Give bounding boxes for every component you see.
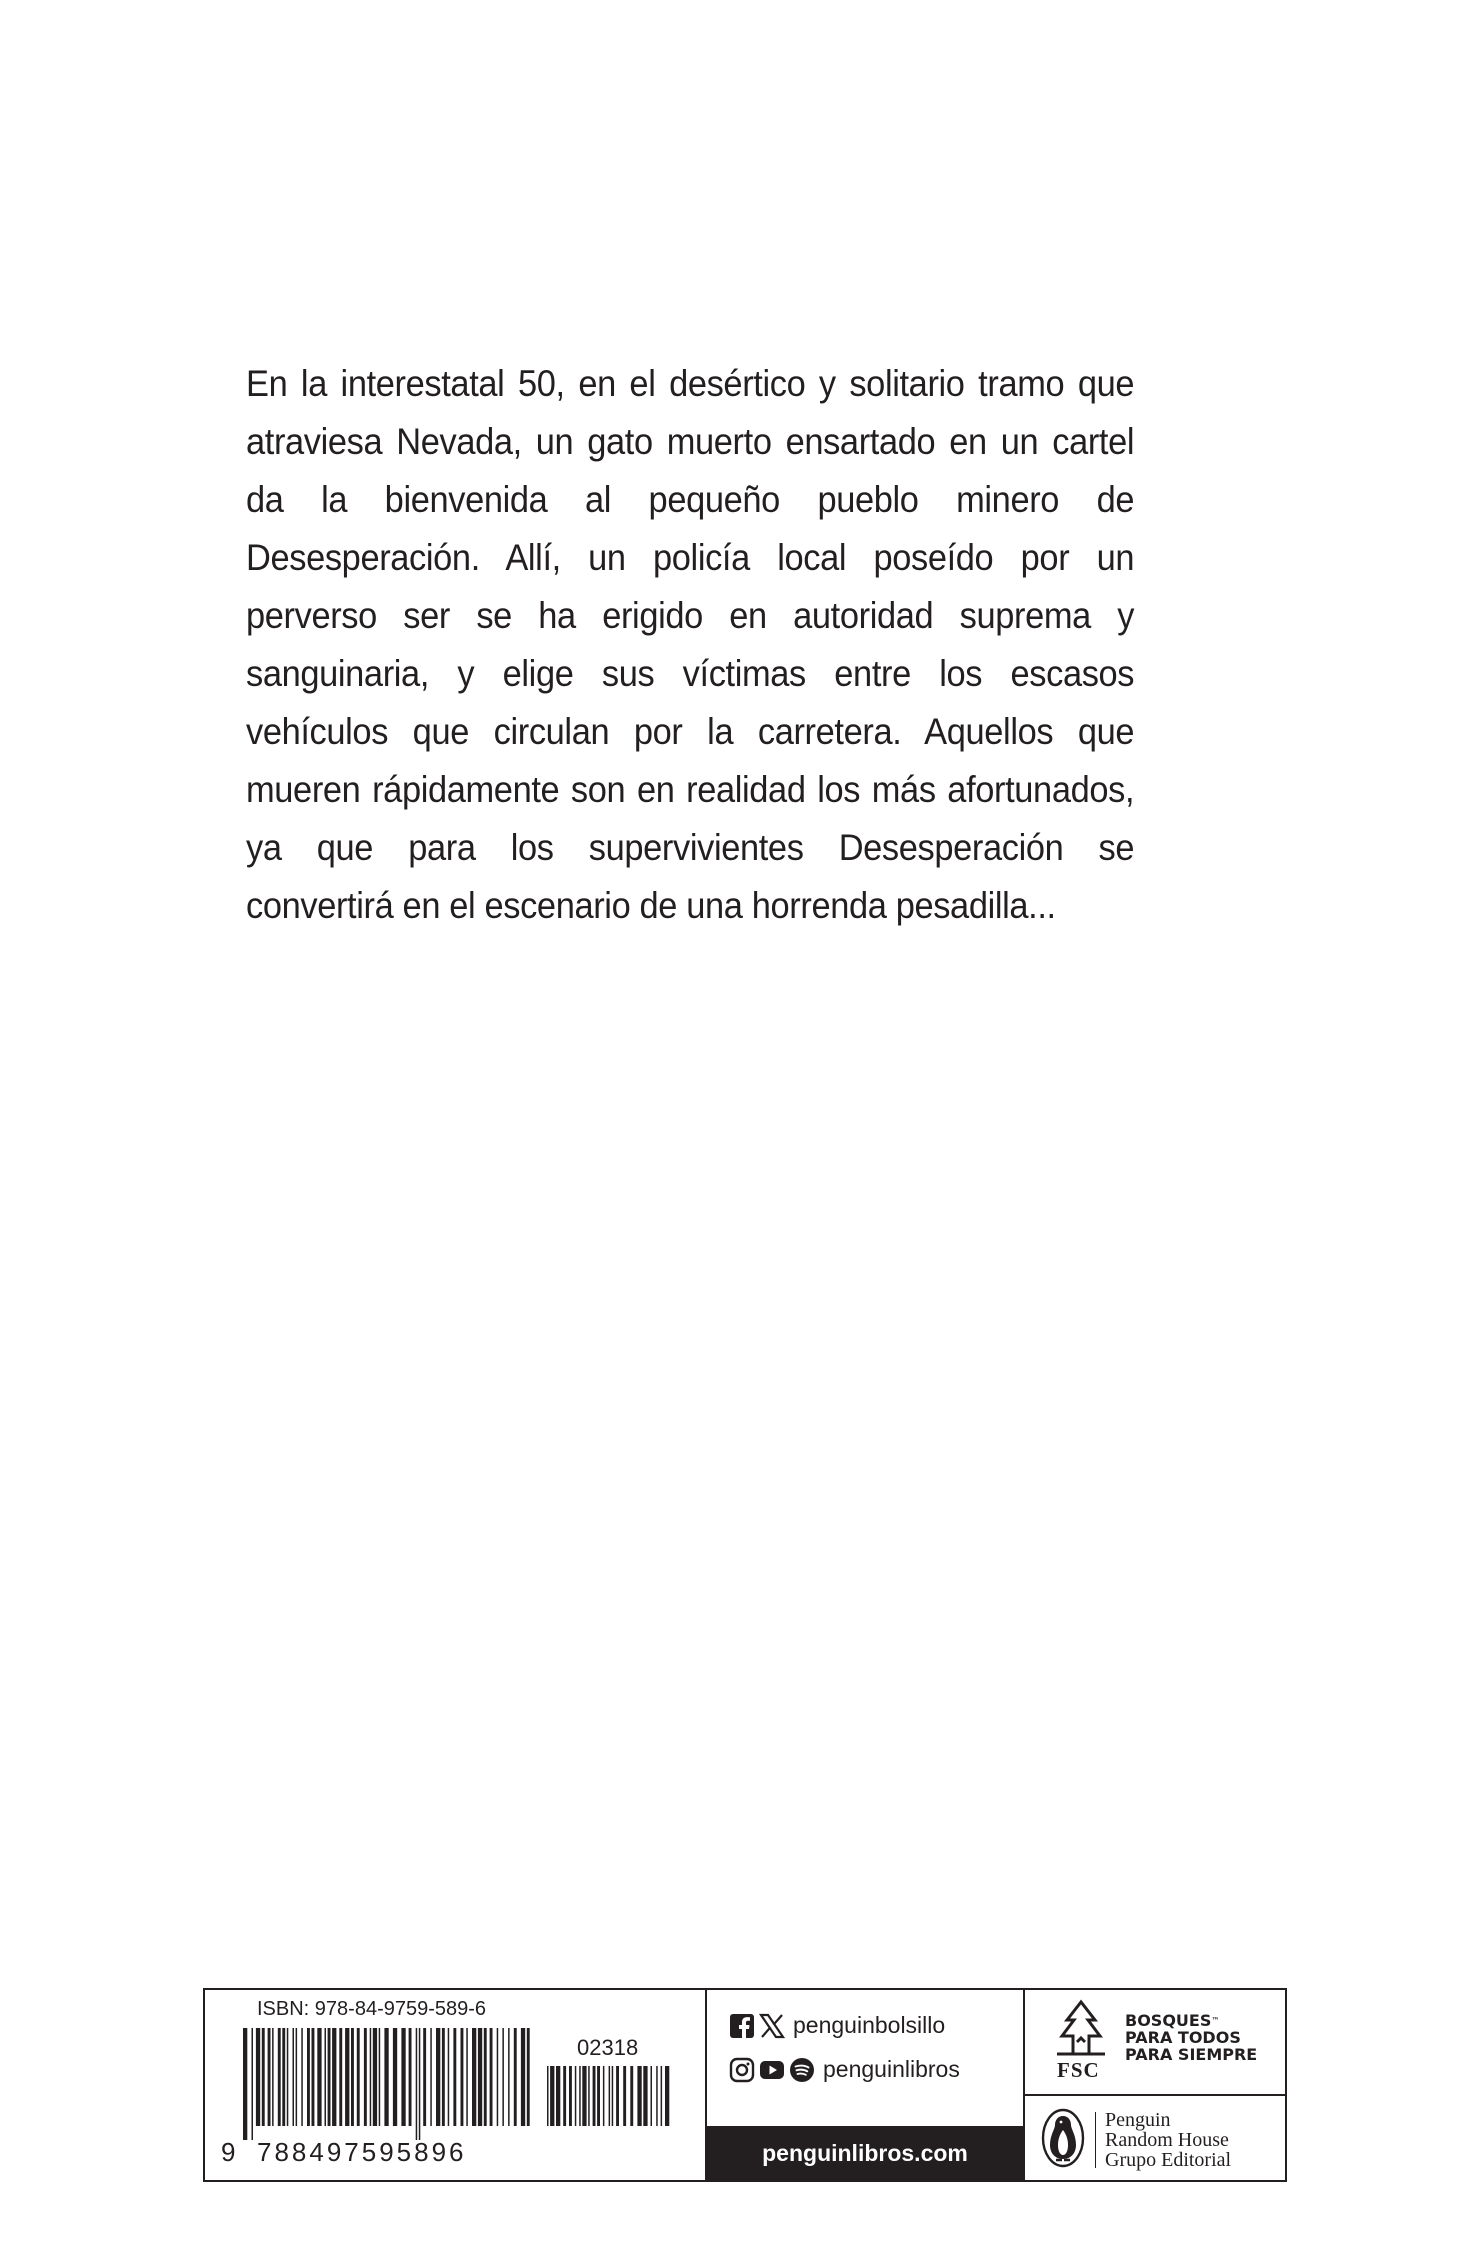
- barcode-bar: [364, 2028, 367, 2126]
- barcode-bar: [593, 2066, 596, 2126]
- barcode-bar: [472, 2028, 476, 2126]
- addon-number: 02318: [577, 2035, 639, 2060]
- barcode-bar: [325, 2028, 327, 2126]
- barcode-bar: [351, 2028, 354, 2126]
- barcode-bar: [527, 2028, 530, 2126]
- instagram-icon: [729, 2057, 755, 2083]
- barcode-bar: [547, 2066, 549, 2126]
- barcode-bar: [373, 2028, 377, 2126]
- fsc-slogan: [1125, 2012, 1257, 2063]
- barcode-cell: [205, 1990, 705, 2180]
- barcode-bar: [490, 2028, 493, 2126]
- barcode-bar: [278, 2028, 281, 2126]
- barcode-bar: [656, 2066, 658, 2126]
- barcode-bar: [521, 2028, 525, 2126]
- barcode-bar: [514, 2028, 517, 2126]
- handle-penguinlibros[interactable]: penguinlibros: [823, 2056, 960, 2082]
- facebook-icon: [729, 2013, 755, 2039]
- publisher-line2: Random House: [1105, 2129, 1229, 2151]
- barcode-bar: [256, 2028, 260, 2126]
- addon-barcode: [545, 2066, 675, 2140]
- barcode-bar: [401, 2028, 405, 2126]
- barcode-bar: [623, 2066, 626, 2126]
- barcode-bar: [328, 2028, 331, 2126]
- barcode-bar: [307, 2028, 310, 2126]
- publisher-divider: [1095, 2112, 1096, 2168]
- publisher-name: [1105, 2110, 1231, 2170]
- barcode-bar: [419, 2028, 421, 2140]
- fsc-tree-icon: [1047, 1998, 1115, 2060]
- barcode-bar: [461, 2028, 464, 2126]
- barcode-bar: [556, 2066, 560, 2126]
- barcode-bar: [442, 2028, 445, 2126]
- publisher-logo: [1025, 2096, 1285, 2180]
- barcode-bar: [569, 2066, 572, 2126]
- handle-penguinbolsillo[interactable]: penguinbolsillo: [793, 2012, 946, 2038]
- barcode-bar: [508, 2028, 510, 2126]
- barcode-bar: [630, 2066, 633, 2126]
- isbn-label: ISBN: 978-84-9759-589-6: [257, 1998, 487, 2020]
- barcode-bar: [409, 2028, 412, 2126]
- fsc-slogan-line3: PARA SIEMPRE: [1125, 2045, 1258, 2064]
- barcode-bar: [502, 2028, 504, 2126]
- barcode-bar: [643, 2066, 647, 2126]
- barcode-bar: [665, 2066, 669, 2126]
- barcode-bar: [436, 2028, 440, 2126]
- barcode-bar: [637, 2066, 641, 2126]
- fsc-logo: [1025, 1990, 1285, 2096]
- barcode-bar: [312, 2028, 315, 2126]
- barcode-bar: [268, 2028, 271, 2126]
- barcode-bar: [484, 2028, 487, 2126]
- barcode-bar: [582, 2066, 586, 2126]
- ean-barcode: [241, 2028, 531, 2140]
- barcode-bar: [282, 2028, 285, 2126]
- barcode-bar: [448, 2028, 450, 2126]
- fsc-slogan-line2: PARA TODOS: [1125, 2028, 1241, 2047]
- barcode-bar: [301, 2028, 303, 2126]
- website-link[interactable]: penguinlibros.com: [707, 2126, 1023, 2180]
- ean-digits: 788497595896: [257, 2137, 467, 2167]
- barcode-bar: [603, 2066, 605, 2126]
- barcode-bar: [579, 2066, 581, 2126]
- penguin-icon: [1041, 2108, 1085, 2168]
- barcode-bar: [550, 2066, 554, 2126]
- barcode-bar: [357, 2028, 360, 2126]
- barcode-bar: [612, 2066, 614, 2126]
- barcode-bar: [243, 2028, 247, 2140]
- barcode-bar: [370, 2028, 372, 2126]
- barcode-bar: [287, 2028, 289, 2126]
- barcode-bar: [430, 2028, 432, 2126]
- barcode-bar: [616, 2066, 619, 2126]
- barcode-bar: [497, 2028, 499, 2126]
- barcode-bar: [423, 2028, 426, 2126]
- fsc-slogan-line1: BOSQUES: [1125, 2011, 1212, 2030]
- barcode-bar: [609, 2066, 611, 2126]
- youtube-icon: [759, 2057, 785, 2083]
- publisher-line3: Grupo Editorial: [1105, 2149, 1232, 2171]
- ean-lead-digit: 9: [221, 2137, 236, 2167]
- barcode-bar: [345, 2028, 349, 2126]
- trademark-symbol: ™: [1211, 2016, 1220, 2025]
- barcode-bar: [296, 2028, 298, 2126]
- barcode-bar: [661, 2066, 663, 2126]
- spotify-icon: [789, 2057, 815, 2083]
- social-row-penguinlibros: [729, 2056, 960, 2083]
- barcode-bar: [252, 2028, 254, 2140]
- barcode-bar: [563, 2066, 566, 2126]
- barcode-bar: [453, 2028, 456, 2126]
- barcode-bar: [379, 2028, 381, 2126]
- x-icon: [759, 2013, 785, 2039]
- barcode-bar: [339, 2028, 342, 2126]
- barcode-bar: [588, 2066, 590, 2126]
- barcode-bar: [575, 2066, 577, 2126]
- social-cell: [705, 1990, 1025, 2180]
- fsc-wordmark: FSC: [1057, 2058, 1100, 2082]
- barcode-bar: [651, 2066, 653, 2126]
- barcode-bar: [416, 2028, 418, 2140]
- back-cover-info-box: [203, 1988, 1287, 2182]
- blurb-text: En la interestatal 50, en el desértico y solitario tramo que atraviesa Nevada, un gato muerto ensartado en un cartel da la bienvenida al pequeño pueblo minero de Desesperación. Allí, un policía local poseído por un perverso ser se ha erigido en autoridad suprema y sanguinaria, y elige sus víctimas entre los escasos vehículos que circulan por la carretera. Aquellos que mueren rápidamente son en realidad los más afortunados, ya que para los supervivientes Desesperación se convertirá en el escenario de una horrenda pesadilla...: [246, 363, 1135, 926]
- barcode-bar: [393, 2028, 397, 2126]
- barcode-bar: [466, 2028, 468, 2126]
- back-cover-blurb: [246, 355, 1134, 935]
- barcode-bar: [262, 2028, 265, 2126]
- barcode-bar: [597, 2066, 600, 2126]
- barcode-bar: [317, 2028, 321, 2126]
- barcode-bar: [293, 2028, 295, 2126]
- logos-cell: [1023, 1990, 1287, 2180]
- social-row-penguinbolsillo: [729, 2012, 945, 2039]
- barcode-bar: [272, 2028, 274, 2126]
- barcode-bar: [332, 2028, 336, 2126]
- barcode-bar: [478, 2028, 482, 2126]
- barcode-bar: [384, 2028, 388, 2126]
- publisher-line1: Penguin: [1105, 2109, 1171, 2131]
